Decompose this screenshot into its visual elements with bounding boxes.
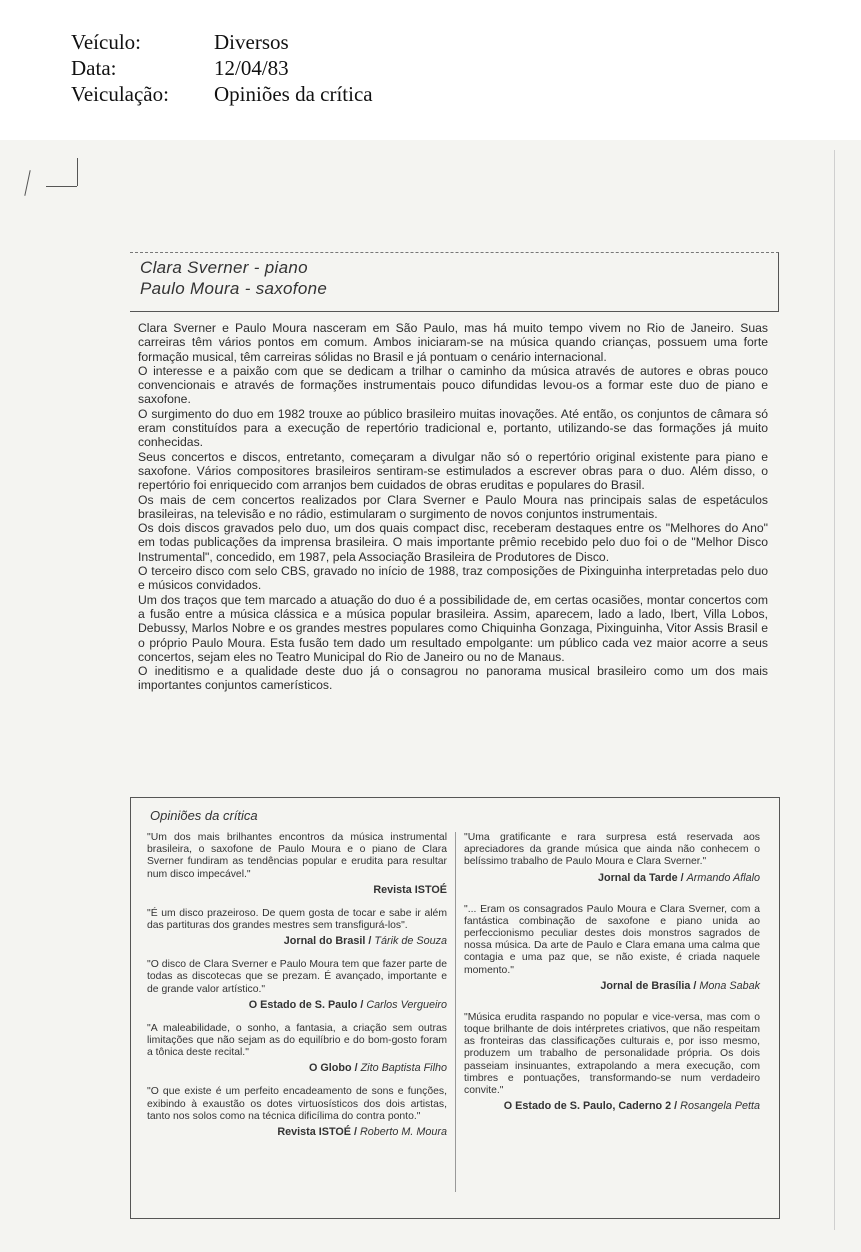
paragraph: O interesse e a paixão com que se dedicam a trilhar o caminho da música através de autores e obras pouco convencionais e através de formações instrumentais pouco difundidas levou-os a formar este duo de piano e saxofone. [138, 363, 768, 407]
veiculacao-label: Veiculação: [71, 82, 169, 106]
source-name: Revista ISTOÉ / [277, 1126, 357, 1139]
quote [147, 959, 447, 1011]
document-header [0, 0, 861, 140]
quote-source [464, 1100, 760, 1112]
opinions-left-column [147, 832, 447, 1150]
quote-text: "Música erudita raspando no popular e vice-versa, mas com o toque brilhante de dois intérpretes criativos, que não respeitam as fronteiras das classificações culturais e, por isso mesmo, produzem um trabalho de personalidade própria. Os dois passeiam insinuantes, extrapolando a mera execução, com timbres e pontuações, transformando-se num verdadeiro convite." [464, 1011, 760, 1097]
quote-source [147, 1126, 447, 1138]
crop-mark [46, 186, 77, 187]
quote [147, 832, 447, 896]
source-name: O Globo / [308, 1062, 358, 1075]
quote-source [147, 999, 447, 1011]
source-author: Tárik de Souza [374, 935, 447, 948]
veiculacao-value: Opiniões da crítica [214, 82, 373, 106]
data-label: Data: [71, 56, 117, 80]
crop-mark [24, 170, 30, 196]
quote-source [147, 935, 447, 947]
crop-mark [77, 158, 78, 186]
paragraph: Clara Sverner e Paulo Moura nasceram em São Paulo, mas há muito tempo vivem no Rio de Janeiro. Suas carreiras têm vários pontos em comum. Ambos iniciaram-se na música quando crianças, possuem uma forte formação musical, têm carreiras sólidas no Brasil e já pontuam o cenário internacional. [138, 321, 768, 364]
quote-text: "O que existe é um perfeito encadeamento de sons e funções, exibindo à exaustão os dotes virtuosísticos dos dois artistas, tanto nos solos como na técnica dificílima do contra ponto." [147, 1086, 447, 1122]
quote [147, 1023, 447, 1075]
source-name: Jornal do Brasil / [283, 935, 372, 948]
source-author: Rosangela Petta [680, 1100, 760, 1113]
quote-text: "Uma gratificante e rara surpresa está reservada aos apreciadores da grande música que ainda não conhecem o belíssimo trabalho de Paulo Moura e Clara Sverner." [464, 832, 760, 868]
quote-text: "Um dos mais brilhantes encontros da música instrumental brasileira, o saxofone de Paulo Moura e o piano de Clara Sverner fundiram as tendências popular e erudita para resultar num disco impecável." [147, 832, 447, 880]
quote-source [147, 884, 447, 896]
paragraph: O terceiro disco com selo CBS, gravado no início de 1988, traz composições de Pixinguinha interpretadas pelo duo e músicos convidados. [138, 564, 768, 593]
title-line-2: Paulo Moura - saxofone [140, 279, 328, 298]
source-author: Roberto M. Moura [359, 1126, 447, 1139]
opinions-title: Opiniões da crítica [150, 808, 258, 823]
quote-source [147, 1062, 447, 1074]
quote-text: "É um disco prazeiroso. De quem gosta de tocar e sabe ir além das partituras dos grandes mestres sem transfigurá-los". [147, 907, 447, 932]
title-line-1: Clara Sverner - piano [140, 258, 308, 277]
paper-edge-line [834, 150, 835, 1230]
source-author: Mona Sabak [699, 979, 760, 992]
data-value: 12/04/83 [214, 56, 289, 80]
quote [464, 832, 760, 884]
paragraph: O ineditismo e a qualidade deste duo já o consagrou no panorama musical brasileiro como um dos mais importantes conjuntos camerísticos. [138, 664, 768, 693]
source-author: Zito Baptista Filho [360, 1062, 447, 1075]
source-name: Jornal da Tarde / [597, 871, 684, 884]
paragraph: Os mais de cem concertos realizados por Clara Sverner e Paulo Moura nas principais salas de espetáculos brasileiras, na televisão e no rádio, estimularam o surgimento de novos conjuntos instrumentais. [138, 492, 768, 521]
source-author: Carlos Vergueiro [366, 998, 447, 1011]
article-title-box [130, 252, 779, 312]
paragraph: O surgimento do duo em 1982 trouxe ao público brasileiro muitas inovações. Até então, os conjuntos de câmara só eram constituídos para a execução de repertório tradicional e, portanto, utilizando-se das formações já muito conhecidas. [138, 406, 768, 450]
paragraph: Um dos traços que tem marcado a atuação do duo é a possibilidade de, em certas ocasiões, montar concertos com a fusão entre a música clássica e a música popular brasileira. Assim, aparecem, lado a lado, Ibert, Villa Lobos, Debussy, Marlos Nobre e os grandes mestres populares como Chiquinha Gonzaga, Pixinguinha, Vitor Assis Brasil e o próprio Paulo Moura. Esta fusão tem dado um resultado empolgante: um público cada vez maior acorre a seus concertos, sejam eles no Teatro Municipal do Rio de Janeiro ou no de Manaus. [138, 592, 768, 664]
quote-source [464, 872, 760, 884]
quote-text: "... Eram os consagrados Paulo Moura e Clara Sverner, com a fantástica combinação de saxofone e piano unida ao perfeccionismo peculiar destes dois monstros sagrados de nossa música. Da arte de Paulo e Clara emana uma calma que contagia e uma paz que, se não existe, é criada naquele momento." [464, 903, 760, 976]
source-name: Revista ISTOÉ [373, 883, 447, 896]
quote-text: "A maleabilidade, o sonho, a fantasia, a criação sem outras limitações que não sejam as do equilíbrio e do bom-gosto foram a tônica deste recital." [147, 1022, 447, 1059]
veiculo-label: Veículo: [71, 30, 141, 54]
veiculo-value: Diversos [214, 30, 289, 54]
opinions-right-column [464, 832, 760, 1124]
quote-text: "O disco de Clara Sverner e Paulo Moura tem que fazer parte de todas as discotecas que se prezam. É avançado, importante e de grande valor artístico." [147, 959, 447, 995]
article-body [138, 321, 768, 693]
quote [464, 904, 760, 992]
paragraph: Seus concertos e discos, entretanto, começaram a divulgar não só o repertório original existente para piano e saxofone. Vários compositores brasileiros sentiram-se estimulados a escrever obras para o duo. Além disso, o repertório foi enriquecido com arranjos bem cuidados de obras eruditas e populares do Brasil. [138, 449, 768, 493]
source-author: Armando Aflalo [686, 871, 760, 884]
quote [147, 1086, 447, 1138]
source-name: O Estado de S. Paulo, Caderno 2 / [503, 1100, 678, 1113]
quote [464, 1012, 760, 1112]
quote [147, 908, 447, 947]
source-name: Jornal de Brasília / [600, 979, 697, 992]
source-name: O Estado de S. Paulo / [248, 998, 364, 1011]
opinions-box [130, 797, 780, 1219]
paragraph: Os dois discos gravados pelo duo, um dos quais compact disc, receberam destaques entre os "Melhores do Ano" em todas publicações da imprensa brasileira. O mais importante prêmio recebido pelo duo foi o de "Melhor Disco Instrumental", concedido, em 1987, pela Associação Brasileira de Produtores de Disco. [138, 521, 768, 564]
quote-source [464, 980, 760, 992]
